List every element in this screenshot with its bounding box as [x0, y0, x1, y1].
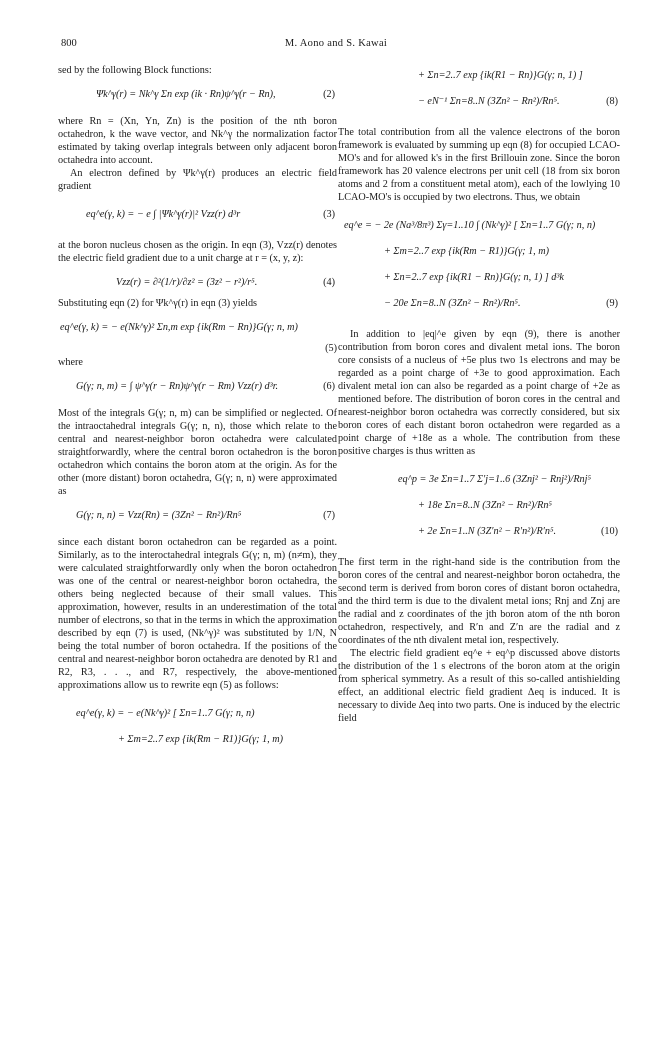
paragraph: The electric field gradient eq^e + eq^p discussed above distorts the distribution of the 1 s electrons of the boron atom at the origin from spherical symmetry. As a result of this so-called antishielding effect, an additional electric field gradient Δeq is induced. It is necessary to divide Δeq into two parts. One is induced by the electric field [338, 648, 620, 724]
paragraph: Most of the integrals G(γ; n, m) can be simplified or neglected. Of the intraoctahedral integrals G(γ; n, n), those which relate to the central and nearest-neighbor boron octahedra were calculated straightforwardly, where the central boron octahedron is the boron octahedron which contains the boron atom at the origin. As for the other (more distant) boron octahedra, G(γ; n, n) were approximated as [58, 408, 337, 497]
page-header [0, 38, 672, 54]
equation-4: Vzz(r) = ∂²(1/r)/∂z² = (3z² − r²)/r⁵. (4) [116, 277, 335, 288]
paragraph: since each distant boron octahedron can be regarded as a point. Similarly, as to the interoctahedral integrals G(γ; n, m) (n≠m), they were calculated straightforwardly only when the boron octahedron was one of the central or nearest-neighbor boron octahedra, the others being neglected because of their small values. This approximation, however, results in an underestimation of the total number of electrons, so that in the terms in which the approximation described by eqn (7) is used, (Nk^γ)² was substituted by 1/N, N being the total number of boron octahedra. If the positions of the central and nearest-neighbor boron octahedra are denoted by R1 and R2, R3, . . ., and R7, respectively, the above-mentioned approximations allow us to rewrite eqn (5) as follows: [58, 537, 337, 691]
equation-8-line-1: eq^e(γ, k) = − e(Nk^γ)² [ Σn=1..7 G(γ; n, n) [76, 708, 255, 719]
equation-8-line-4: − eN⁻¹ Σn=8..N (3Zn² − Rn²)/Rn⁵. (8) [418, 96, 618, 107]
equation-3: eq^e(γ, k) = − e ∫ |Ψk^γ(r)|² Vzz(r) d³r (3) [86, 209, 335, 220]
equation-8-line-2: + Σm=2..7 exp {ik(Rm − R1)}G(γ; 1, m) [118, 734, 284, 745]
paragraph: where [58, 357, 83, 368]
equation-10-line-2: + 18e Σn=8..N (3Zn² − Rn²)/Rn⁵ [418, 500, 552, 511]
equation-8-line-3: + Σn=2..7 exp {ik(R1 − Rn)}G(γ; n, 1) ] [418, 70, 583, 81]
left-column [58, 64, 337, 754]
page-number: 800 [61, 38, 77, 49]
equation-9-line-3: + Σn=2..7 exp {ik(R1 − Rn)}G(γ; n, 1) ] d³k [384, 272, 564, 283]
equation-5-number: (5) [325, 343, 337, 354]
equation-9-line-1: eq^e = − 2e (Na³/8π³) Σγ=1..10 ∫ (Nk^γ)² [ Σn=1..7 G(γ; n, n) [344, 220, 596, 231]
equation-10-line-1: eq^p = 3e Σn=1..7 Σ′j=1..6 (3Znj² − Rnj²)/Rnj⁵ [398, 474, 592, 485]
paragraph: The first term in the right-hand side is the contribution from the boron cores of the central and nearest-neighbor boron octahedra, the second term is derived from boron cores of distant boron octahedra, and the third term is due to the divalent metal ions; Rnj and Znj are the radial and z coordinates of the jth boron atom of the nth boron octahedron, respectively, and R′n and Z′n are the radial and z coordinates of the nth divalent metal ion, respectively. [338, 557, 620, 646]
equation-10-line-3: + 2e Σn=1..N (3Z′n² − R′n²)/R′n⁵. (10) [418, 526, 618, 537]
paragraph: In addition to |eq|^e given by eqn (9), there is another contribution from boron cores and divalent metal ions. The boron core consists of a nucleus of +5e plus two 1s electrons and may be regarded as a point charge of +3e to good approximation. Each divalent metal ion can also be regarded as a point charge of +2e as mentioned before. The distribution of boron cores in the central and nearest-neighbor boron octahedra was correctly considered, but six boron cores of each distant boron octahedron were regarded as a point charge of +18e as a whole. The contribution from these positive charges is thus written as [338, 329, 620, 457]
paragraph: where Rn = (Xn, Yn, Zn) is the position of the nth boron octahedron, k the wave vector, and Nk^γ the normalization factor estimated by taking overlap integrals between only adjacent boron octahedra into account. [58, 116, 337, 166]
equation-5: eq^e(γ, k) = − e(Nk^γ)² Σn,m exp {ik(Rm − Rn)}G(γ; n, m) [60, 322, 298, 333]
equation-9-line-2: + Σm=2..7 exp {ik(Rm − R1)}G(γ; 1, m) [384, 246, 550, 257]
paragraph: Substituting eqn (2) for Ψk^γ(r) in eqn (3) yields [58, 298, 258, 309]
running-title: M. Aono and S. Kawai [284, 38, 388, 49]
equation-2: Ψk^γ(r) = Nk^γ Σn exp (ik · Rn)ψ^γ(r − Rn), (2) [96, 89, 335, 100]
right-column [338, 64, 620, 725]
equation-6: G(γ; n, m) = ∫ ψ^γ(r − Rn)ψ^γ(r − Rm) Vzz(r) d³r. (6) [76, 381, 335, 392]
paragraph: at the boron nucleus chosen as the origin. In eqn (3), Vzz(r) denotes the electric field gradient due to a unit charge at r = (x, y, z): [58, 240, 337, 264]
paragraph: An electron defined by Ψk^γ(r) produces an electric field gradient [58, 168, 337, 192]
paragraph: sed by the following Block functions: [58, 65, 212, 76]
equation-9-line-4: − 20e Σn=8..N (3Zn² − Rn²)/Rn⁵. (9) [384, 298, 618, 309]
equation-7: G(γ; n, n) = Vzz(Rn) = (3Zn² − Rn²)/Rn⁵ (7) [76, 510, 335, 521]
paragraph: The total contribution from all the valence electrons of the boron framework is evaluated by summing up eqn (8) for occupied LCAO-MO's and for allowed k's in the first Brillouin zone. Since the boron framework has 20 valence electrons per unit cell (18 from six boron atoms and 2 from a constituent metal atom), each of the lowlying 10 LCAO-MO's is occupied by two electrons. Thus, we obtain [338, 127, 620, 203]
